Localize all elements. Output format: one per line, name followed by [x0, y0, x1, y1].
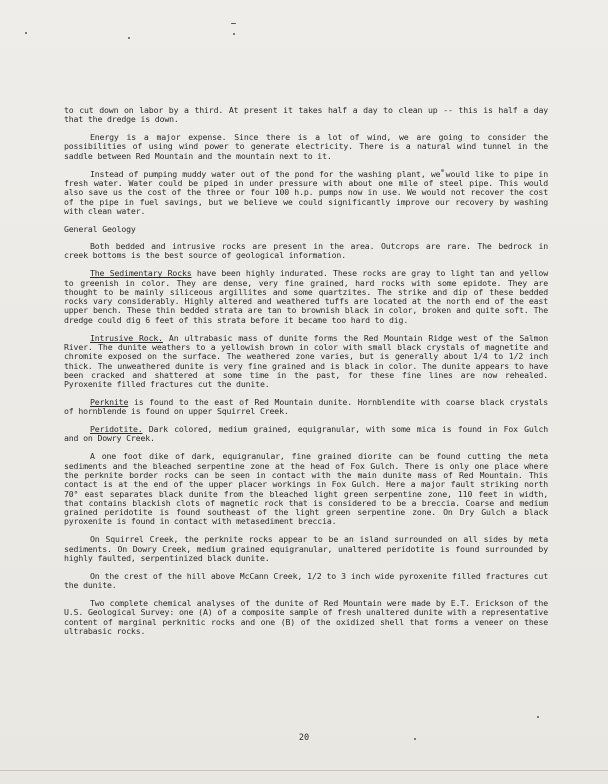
paragraph-mccann-creek: On the crest of the hill above McCann Creek, 1/2 to 3 inch wide pyroxenite filled fractures cut the dunite.	[64, 570, 548, 591]
paragraph-intrusive	[64, 334, 548, 390]
scan-speck	[233, 33, 235, 35]
paragraph-geology-intro: Both bedded and intrusive rocks are present in the area. Outcrops are rare. The bedrock in creek bottoms is the best source of geological information.	[64, 241, 548, 261]
term-perknite: Perknite	[90, 396, 129, 407]
perknite-text: is found to the east of Red Mountain dunite. Hornblendite with coarse black crystals of hornblende is found on upper Squirrel Creek.	[64, 396, 548, 417]
paragraph-perknite	[64, 398, 548, 417]
scan-speck	[537, 716, 539, 718]
paragraph-labor: to cut down on labor by a third. At present it takes half a day to clean up -- this is half a day that the dredge is down.	[64, 105, 548, 125]
term-sedimentary-rocks: The Sedimentary Rocks	[90, 268, 192, 279]
scan-speck	[25, 32, 27, 34]
paragraph-squirrel-creek: On Squirrel Creek, the perknite rocks appear to be an island surrounded on all sides by meta sediments. On Dowry Creek, medium grained equigranular, unaltered peridotite is found surrounded by highly faulted, serpentinized black dunite.	[64, 534, 548, 563]
scan-speck	[231, 23, 236, 24]
paragraph-sedimentary	[64, 269, 548, 325]
scan-speck	[128, 37, 130, 39]
page-number: 20	[298, 733, 310, 743]
intrusive-text: An ultrabasic mass of dunite forms the Red Mountain Ridge west of the Salmon River. The dunite weathers to a yellowish brown in color with small black crystals of magnetite and chromite exposed on the surface. The weathered zone varies, but is generally about 1/4 to 1/2 inch thick. The unweathered dunite is very fine grained and is black in color. The dunite appears to have been cracked and shattered at some time in the past, for these fine lines are now rehealed. Pyroxenite filled fractures cut the dunite.	[64, 332, 548, 390]
sedimentary-text: have been highly indurated. These rocks are gray to light tan and yellow to greenish in color. They are dense, very fine grained, hard rocks with some epidote. They are thought to be mainly siliceous argillites and some quartzites. The strike and dip of these bedded rocks vary considerably. Highly altered and weathered tuffs are located at the north end of the east upper bench. These thin bedded strata are tan to brownish black in color, broken and quite soft. The dredge could dig 6 feet of this strata before it became too hard to dig.	[64, 268, 548, 325]
term-peridotite: Peridotite.	[90, 424, 143, 435]
paragraph-dike: A one foot dike of dark, equigranular, fine grained diorite can be found cutting the meta sediments and the bleached serpentine zone at the head of Fox Gulch. There is only one place where the perknite border rocks can be seen in contact with the main dunite mass of Red Mountain. This contact is at the end of the upper placer workings in Fox Gulch. Here a major fault striking north 70° east separates black dunite from the bleached light green serpentine zone, 110 feet in width, that contains blackish clots of magnetic rock that is considered to be a breccia. Coarse and medium grained peridotite is found southeast of the light green serpentine zone. On Dry Gulch a black pyroxenite is found in contact with metasediment breccia.	[64, 451, 548, 527]
paragraph-chemical-analyses: Two complete chemical analyses of the dunite of Red Mountain were made by E.T. Erickson of the U.S. Geological Survey: one (A) of a composite sample of fresh unaltered dunite with a representative content of marginal perknitic rocks and one (B) of the oxidized shell that forms a veneer on these ultrabasic rocks.	[64, 598, 548, 636]
term-intrusive-rock: Intrusive Rock.	[90, 332, 163, 343]
paragraph-energy: Energy is a major expense. Since there is a lot of wind, we are going to consider the possibilities of using wind power to generate electricity. There is a natural wind tunnel in the saddle between Red Mountain and the mountain next to it.	[64, 132, 548, 161]
paragraph-peridotite	[64, 425, 548, 444]
page-edge-line	[0, 770, 608, 771]
body-text	[64, 106, 548, 645]
peridotite-text: Dark colored, medium grained, equigranular, with some mica is found in Fox Gulch and on Dowry Creek.	[64, 424, 548, 444]
paragraph-water: Instead of pumping muddy water out of the pond for the washing plant, we would like to pipe in fresh water. Water could be piped in under pressure with about one mile of steel pipe. This would also save us the cost of the three or four 100 h.p. pumps now in use. We would not recover the cost of the pipe in fuel savings, but we believe we could significantly improve our recovery by washing with clean water.	[64, 168, 548, 216]
section-heading: General Geology	[64, 223, 136, 234]
